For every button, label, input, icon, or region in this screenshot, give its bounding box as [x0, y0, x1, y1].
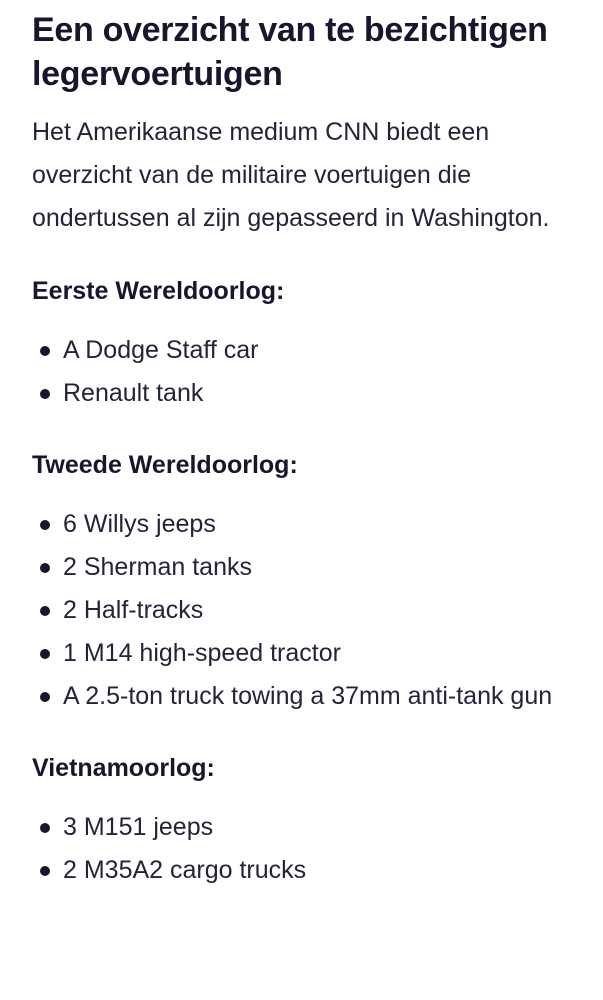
section-title: Vietnamoorlog: — [32, 754, 215, 782]
bullet-icon — [40, 389, 50, 399]
list-item — [32, 503, 563, 546]
bullet-icon — [40, 866, 50, 876]
bullet-icon — [40, 520, 50, 530]
bullet-icon — [40, 346, 50, 356]
list-item-text: A Dodge Staff car — [63, 336, 259, 364]
section-ww2 — [32, 448, 563, 718]
list-item — [32, 589, 563, 632]
bullet-icon — [40, 692, 50, 702]
vehicle-list — [32, 503, 563, 718]
list-item-text: 2 M35A2 cargo trucks — [63, 856, 307, 884]
section-vietnam — [32, 751, 563, 892]
bullet-icon — [40, 649, 50, 659]
bullet-icon — [40, 606, 50, 616]
list-item — [32, 372, 563, 415]
list-item — [32, 849, 563, 892]
list-item — [32, 675, 563, 718]
article-intro: Het Amerikaanse medium CNN biedt een overzicht van de militaire voertuigen die ondertussen al zijn gepasseerd in Washington. — [32, 118, 550, 232]
article-headline: Een overzicht van te bezichtigen legervoertuigen — [32, 11, 548, 93]
vehicle-list — [32, 329, 563, 415]
vehicle-list — [32, 806, 563, 892]
list-item — [32, 632, 563, 675]
section-title: Tweede Wereldoorlog: — [32, 451, 298, 479]
list-item — [32, 806, 563, 849]
section-ww1 — [32, 274, 563, 415]
list-item-text: Renault tank — [63, 379, 204, 407]
list-item — [32, 546, 563, 589]
list-item-text: 2 Sherman tanks — [63, 553, 252, 581]
section-title: Eerste Wereldoorlog: — [32, 277, 285, 305]
bullet-icon — [40, 823, 50, 833]
list-item-text: 6 Willys jeeps — [63, 510, 216, 538]
list-item-text: 1 M14 high-speed tractor — [63, 639, 341, 667]
bullet-icon — [40, 563, 50, 573]
list-item-text: 2 Half-tracks — [63, 596, 204, 624]
list-item-text: A 2.5-ton truck towing a 37mm anti-tank gun — [63, 682, 553, 710]
list-item-text: 3 M151 jeeps — [63, 813, 214, 841]
list-item — [32, 329, 563, 372]
